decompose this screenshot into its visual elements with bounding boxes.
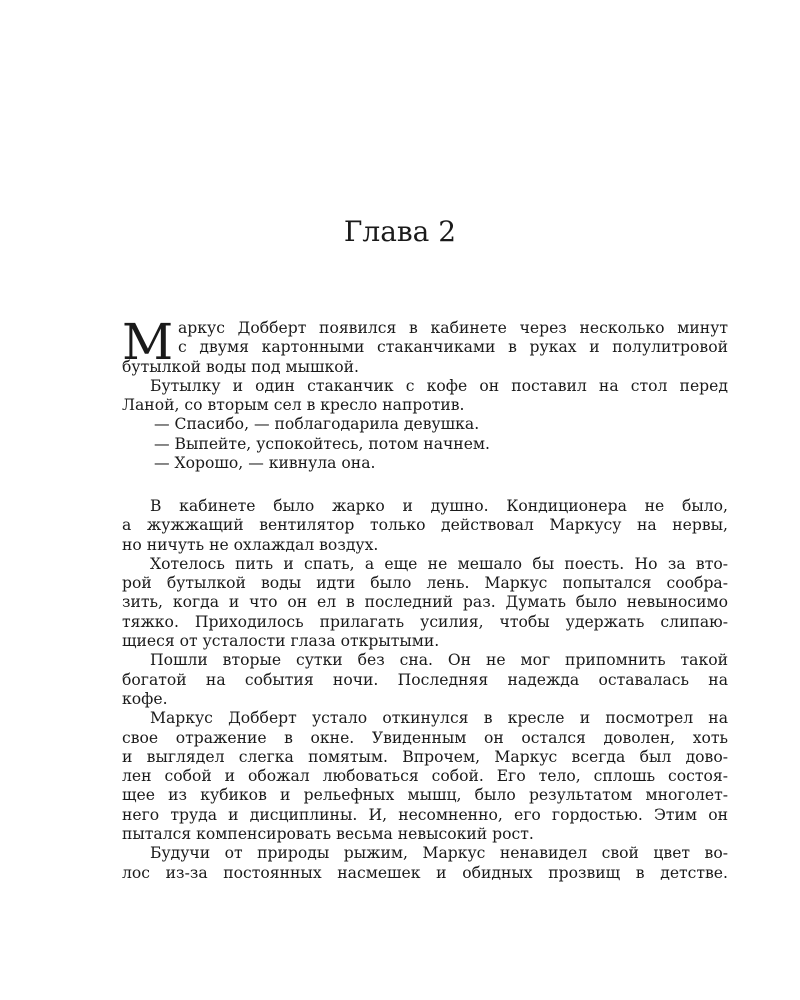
text-line: и выглядел слегка помятым. Впрочем, Маркус всегда был дово- [122, 747, 728, 766]
text-line: а жужжащий вентилятор только действовал Маркусу на нервы, [122, 516, 728, 535]
drop-cap: М [122, 313, 174, 371]
text-line: лен собой и обожал любоваться собой. Его тело, сплошь состоя- [122, 767, 728, 786]
text-line: кофе. [122, 689, 168, 708]
dialogue-line: — Хорошо, — кивнула она. [154, 454, 376, 473]
text-line: Хотелось пить и спать, а еще не мешало бы поесть. Но за вто- [150, 554, 728, 573]
chapter-title: Глава 2 [343, 215, 457, 248]
text-line: зить, когда и что он ел в последний раз. Думать было невыносимо [122, 593, 728, 612]
text-line: Будучи от природы рыжим, Маркус ненавидел свой цвет во- [150, 844, 728, 863]
dialogue-line: — Выпейте, успокойтесь, потом начнем. [154, 434, 491, 453]
text-line: щее из кубиков и рельефных мышц, было результатом многолет- [122, 786, 728, 805]
text-line: богатой на события ночи. Последняя надежда оставалась на [122, 670, 728, 689]
main-section [122, 497, 728, 883]
text-line: Бутылку и один стаканчик с кофе он поставил на стол перед [150, 376, 728, 395]
text-line: щиеся от усталости глаза открытыми. [122, 632, 440, 651]
text-line: Ланой, со вторым сел в кресло напротив. [122, 396, 465, 415]
text-line: но ничуть не охлаждал воздух. [122, 535, 379, 554]
opening-section [122, 313, 728, 473]
text-line: Маркус Добберт устало откинулся в кресле и посмотрел на [150, 709, 728, 728]
text-line: аркус Добберт появился в кабинете через несколько минут [178, 319, 728, 337]
dialogue-line: — Спасибо, — поблагодарила девушка. [154, 415, 480, 434]
text-line: свое отражение в окне. Увиденным он остался доволен, хоть [122, 728, 728, 747]
text-line: с двумя картонными стаканчиками в руках и полулитровой [178, 338, 728, 357]
text-line: него труда и дисциплины. И, несомненно, его гордостью. Этим он [122, 805, 728, 824]
text-line: тяжко. Приходилось прилагать усилия, чтобы удержать слипаю- [122, 612, 728, 631]
text-line: бутылкой воды под мышкой. [122, 357, 359, 376]
text-line: лос из-за постоянных насмешек и обидных прозвищ в детстве. [122, 863, 728, 882]
text-line: В кабинете было жарко и душно. Кондиционера не было, [150, 497, 728, 515]
text-line: пытался компенсировать весьма невысокий рост. [122, 825, 534, 844]
text-line: Пошли вторые сутки без сна. Он не мог припомнить такой [150, 651, 728, 670]
text-line: рой бутылкой воды идти было лень. Маркус попытался сообра- [122, 574, 728, 593]
